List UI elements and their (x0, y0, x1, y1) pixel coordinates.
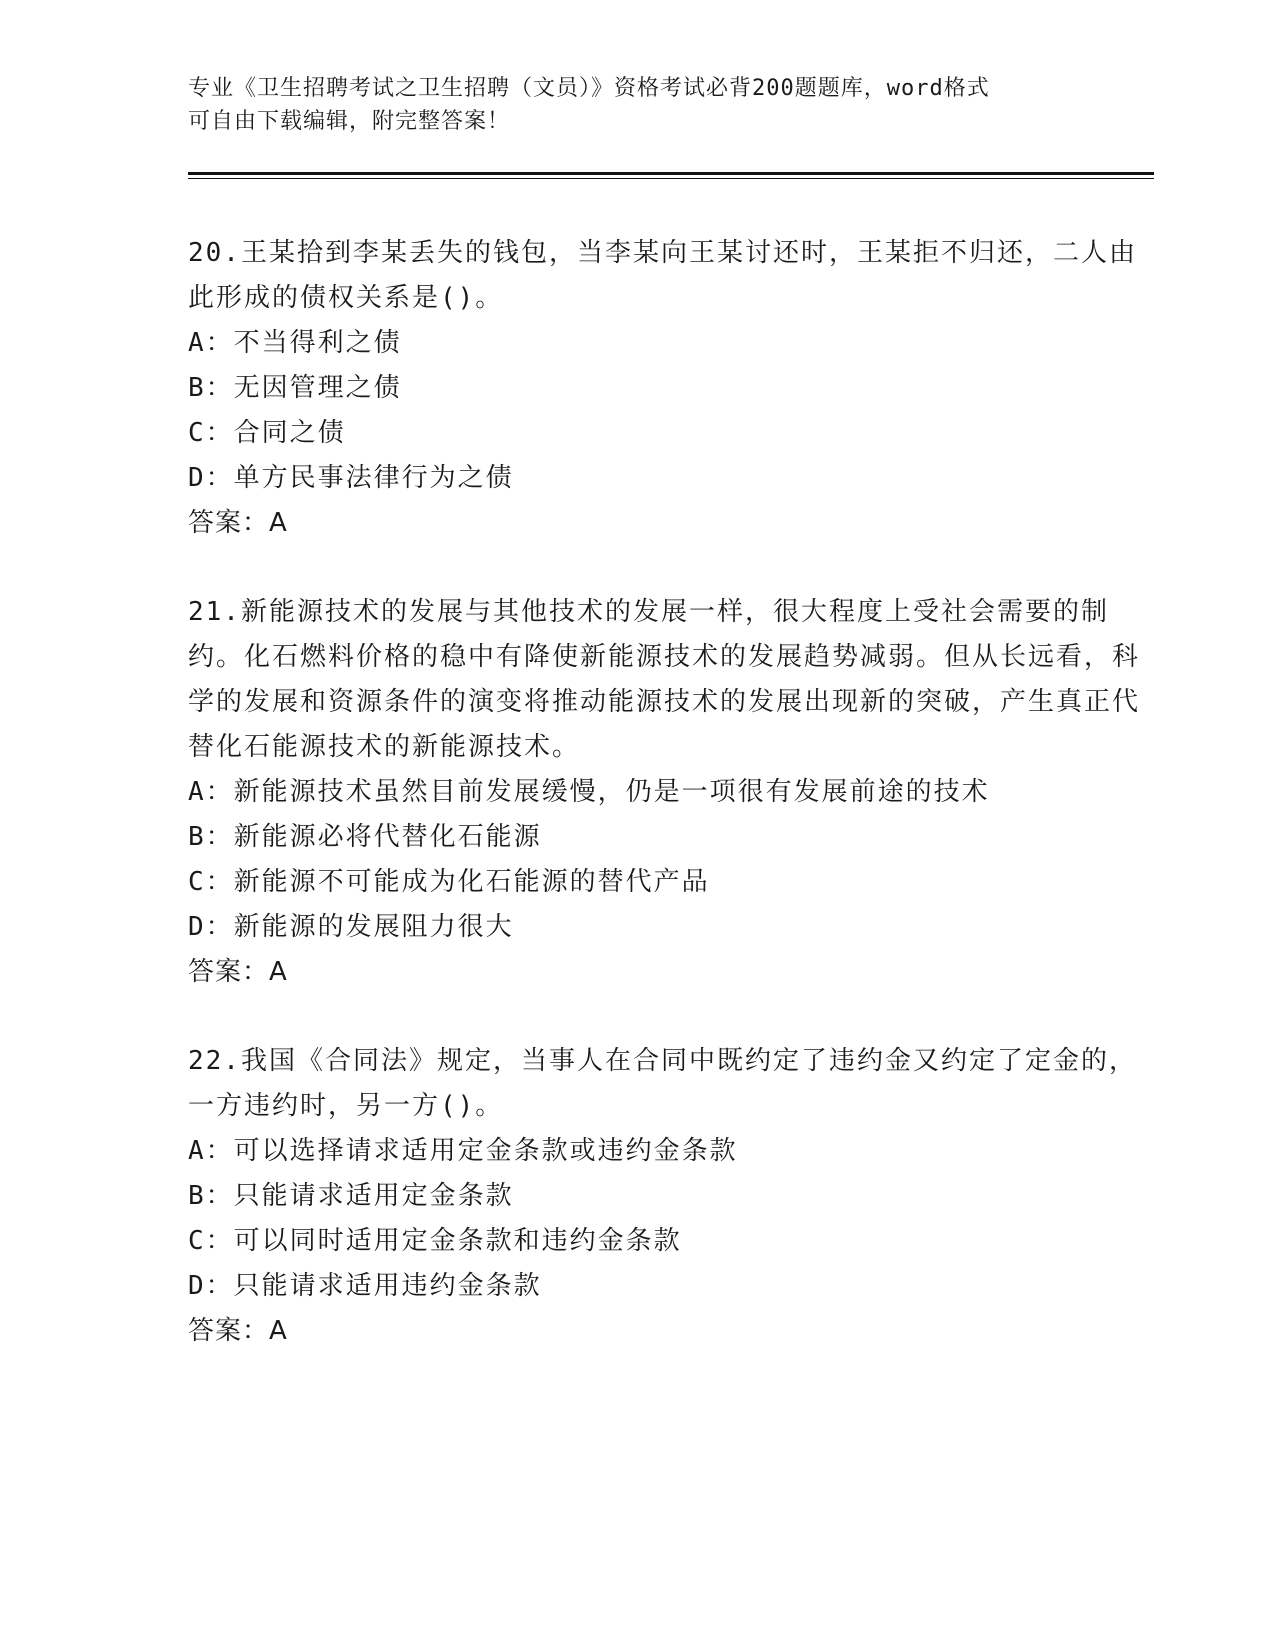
header-title-line-2: 可自由下载编辑，附完整答案！ (188, 109, 511, 134)
question-20 (188, 231, 1148, 546)
option-a: A：不当得利之债 (188, 328, 402, 358)
option-b: B：新能源必将代替化石能源 (188, 822, 542, 852)
header-divider (188, 172, 1154, 179)
answer-line: 答案：A (188, 1316, 288, 1346)
question-stem: 20.王某拾到李某丢失的钱包，当李某向王某讨还时，王某拒不归还，二人由此形成的债权关系是()。 (188, 238, 1137, 313)
option-a: A：新能源技术虽然目前发展缓慢，仍是一项很有发展前途的技术 (188, 777, 990, 807)
option-d: D：单方民事法律行为之债 (188, 463, 514, 493)
option-d: D：新能源的发展阻力很大 (188, 912, 514, 942)
option-c: C：可以同时适用定金条款和违约金条款 (188, 1226, 682, 1256)
option-c: C：合同之债 (188, 418, 346, 448)
option-b: B：无因管理之债 (188, 373, 402, 403)
question-21 (188, 590, 1148, 995)
option-c: C：新能源不可能成为化石能源的替代产品 (188, 867, 710, 897)
option-b: B：只能请求适用定金条款 (188, 1181, 514, 1211)
answer-line: 答案：A (188, 508, 288, 538)
question-stem: 22.我国《合同法》规定，当事人在合同中既约定了违约金又约定了定金的，一方违约时，另一方()。 (188, 1046, 1137, 1121)
option-d: D：只能请求适用违约金条款 (188, 1271, 542, 1301)
option-a: A：可以选择请求适用定金条款或违约金条款 (188, 1136, 738, 1166)
answer-line: 答案：A (188, 957, 288, 987)
document-header (188, 72, 1148, 138)
header-title-line-1: 专业《卫生招聘考试之卫生招聘（文员）》资格考试必背200题题库，word格式 (188, 76, 990, 101)
document-page (188, 72, 1148, 1354)
question-stem: 21.新能源技术的发展与其他技术的发展一样，很大程度上受社会需要的制约。化石燃料价格的稳中有降使新能源技术的发展趋势减弱。但从长远看，科学的发展和资源条件的演变将推动能源技术的发展出现新的突破，产生真正代替化石能源技术的新能源技术。 (188, 597, 1141, 762)
question-22 (188, 1039, 1148, 1354)
